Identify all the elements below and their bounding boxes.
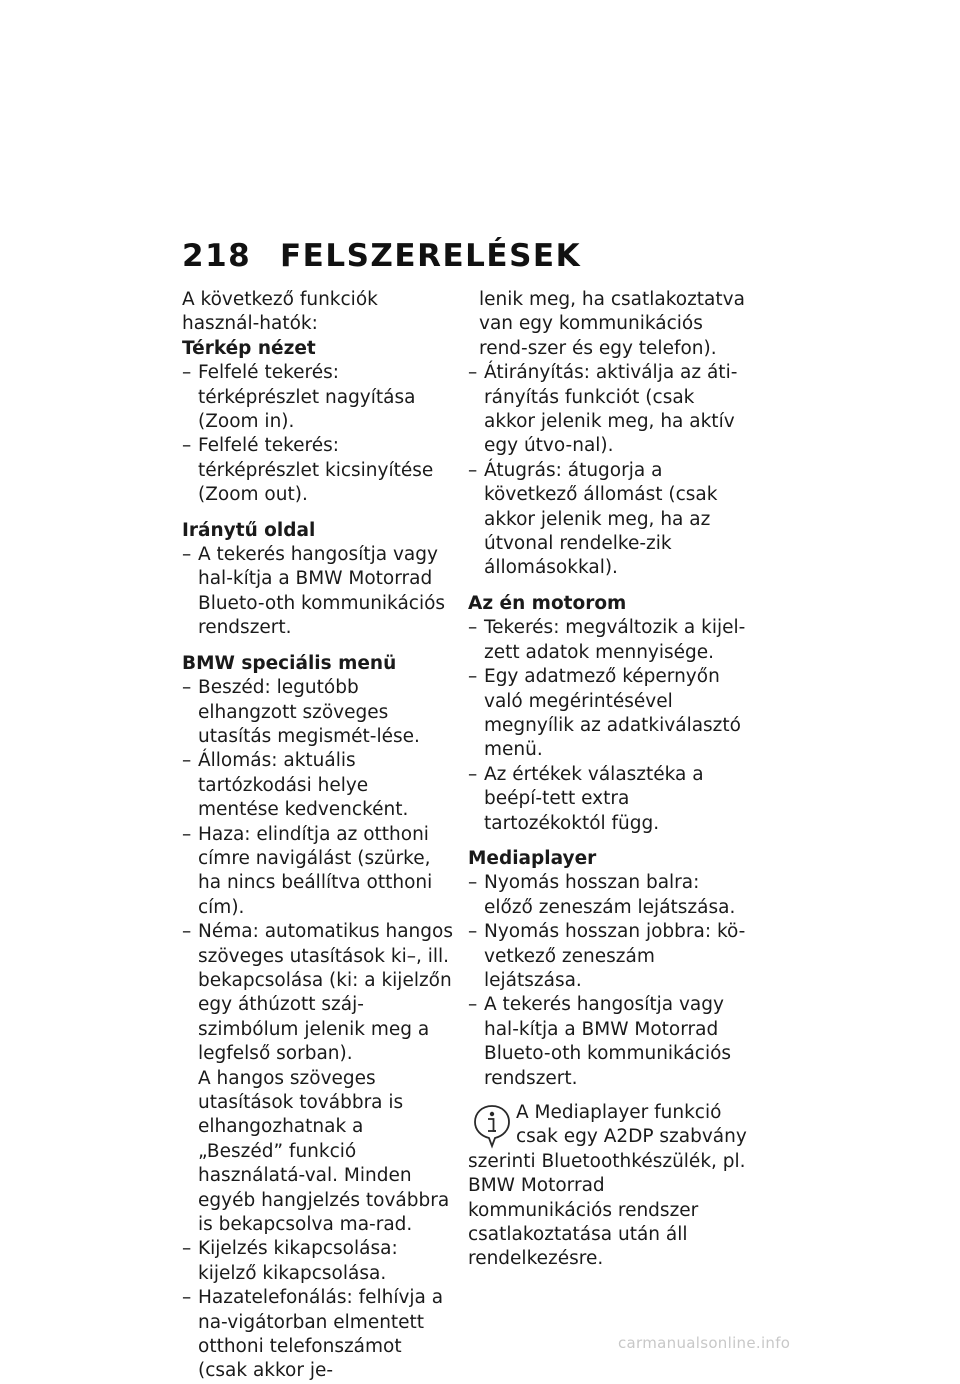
list-item: – Nyomás hosszan balra: előző zeneszám lejátszása. <box>468 871 750 920</box>
section-title: FELSZERELÉSEK <box>280 238 582 274</box>
list-item: – Nyomás hosszan jobbra: kö-vetkező zeneszám lejátszása. <box>468 920 750 993</box>
info-icon <box>472 1103 512 1149</box>
list-item: – A tekerés hangosítja vagy hal-kítja a BMW Motorrad Blueto-oth kommunikációs rendszert. <box>468 993 750 1091</box>
list-item-text: – Néma: automatikus hangos szöveges utasítások ki–, ill. bekapcsolása (ki: a kijelzőn egy áthúzott száj-szimbólum jelenik meg a legfelső sorban). <box>198 921 453 1065</box>
list-item: – Átirányítás: aktiválja az áti-rányítás funkciót (csak akkor jelenik meg, ha aktív egy útvo-nal). <box>468 361 750 459</box>
intro-text: A következő funkciók használ-hatók: <box>182 289 378 335</box>
heading-bmw-specialis-menu: BMW speciális menü <box>182 652 397 674</box>
page-header <box>182 238 581 274</box>
list-item: – Átugrás: átugorja a következő állomást (csak akkor jelenik meg, ha az útvonal rendelke-zik állomásokkal). <box>468 459 750 581</box>
watermark: carmanualsonline.info <box>618 1334 791 1352</box>
list-item: – Az értékek választéka a beépí-tett extra tartozékoktól függ. <box>468 763 750 836</box>
page-number: 218 <box>182 238 252 274</box>
list-item: – Beszéd: legutóbb elhangzott szöveges utasítás megismét-lése. <box>182 676 454 749</box>
list-item <box>182 920 454 1237</box>
info-note <box>468 1101 750 1272</box>
list-item: – Állomás: aktuális tartózkodási helye mentése kedvencként. <box>182 749 454 822</box>
continued-text: lenik meg, ha csatlakoztatva van egy kommunikációs rend-szer és egy telefon). <box>479 289 745 359</box>
left-column <box>182 288 454 1384</box>
heading-terkep-nezet: Térkép nézet <box>182 337 316 359</box>
list-item: – Kijelzés kikapcsolása: kijelző kikapcsolása. <box>182 1237 454 1286</box>
list-item: – Felfelé tekerés: térképrészlet nagyítása (Zoom in). <box>182 361 454 434</box>
right-column <box>468 288 750 1272</box>
list-item: – Hazatelefonálás: felhívja a na-vigátorban elmentett otthoni telefonszámot (csak akkor je- <box>182 1286 454 1384</box>
list-item: – A tekerés hangosítja vagy hal-kítja a BMW Motorrad Blueto-oth kommunikációs rendszert. <box>182 543 454 641</box>
list-item: – Haza: elindítja az otthoni címre navigálást (szürke, ha nincs beállítva otthoni cím). <box>182 823 454 921</box>
list-item: – Tekerés: megváltozik a kijel-zett adatok mennyisége. <box>468 616 750 665</box>
list-item: – Felfelé tekerés: térképrészlet kicsinyítése (Zoom out). <box>182 434 454 507</box>
list-item-continuation: A hangos szöveges utasítások továbbra is elhangozhatnak a „Beszéd” funkció használatá-val. Minden egyéb hangjelzés továbbra is bekapcsolva ma-rad. <box>198 1067 450 1236</box>
note-text: A Mediaplayer funkció csak egy A2DP szabvány szerinti Bluetoothkészülék, pl. BMW Motorrad kommunikációs rendszer csatlakoztatása után áll rendelkezésre. <box>468 1102 747 1270</box>
heading-az-en-motorom: Az én motorom <box>468 592 627 614</box>
heading-iranytu-oldal: Iránytű oldal <box>182 519 316 541</box>
list-item: – Egy adatmező képernyőn való megérintésével megnyílik az adatkiválasztó menü. <box>468 665 750 763</box>
heading-mediaplayer: Mediaplayer <box>468 847 597 869</box>
